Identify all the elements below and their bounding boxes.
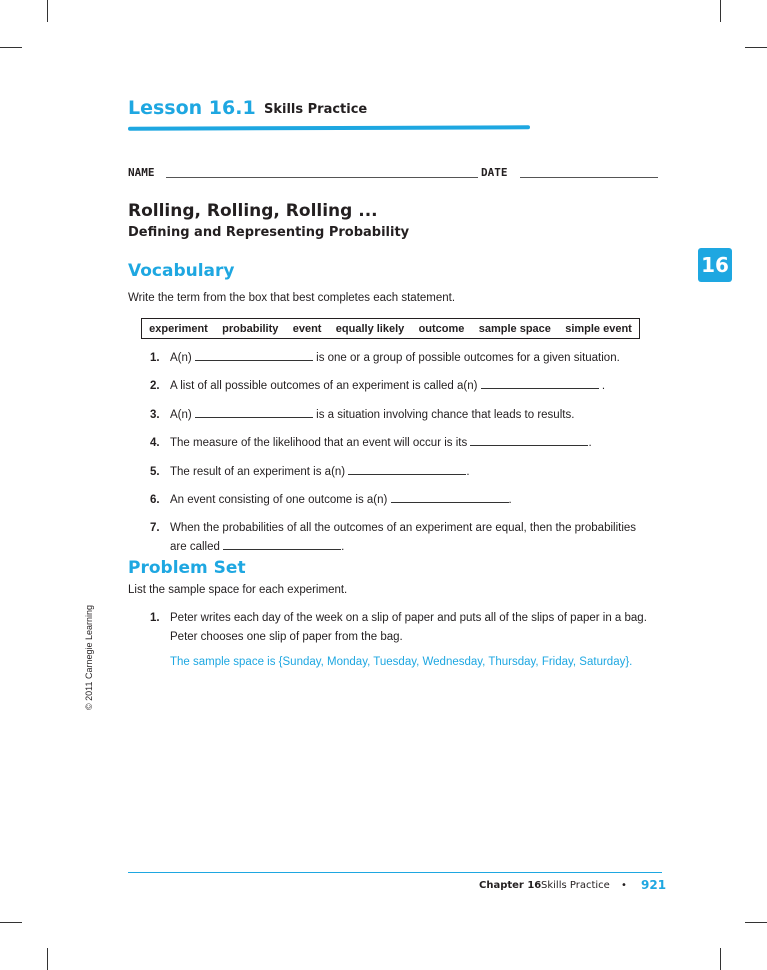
answer-blank[interactable] xyxy=(195,350,313,361)
item-text: . xyxy=(508,494,512,506)
item-number: 2. xyxy=(150,380,160,392)
vocab-item xyxy=(150,519,660,557)
crop-mark xyxy=(47,0,48,22)
item-text: An event consisting of one outcome is a(n) xyxy=(170,494,388,506)
answer-blank[interactable] xyxy=(223,539,341,550)
crop-mark xyxy=(745,922,767,923)
answer-blank[interactable] xyxy=(481,378,599,389)
item-number: 3. xyxy=(150,409,160,421)
date-label: DATE xyxy=(481,166,508,179)
date-field[interactable] xyxy=(520,177,658,178)
crop-mark xyxy=(745,47,767,48)
page-title: Rolling, Rolling, Rolling ... xyxy=(128,201,378,221)
item-text: . xyxy=(466,466,470,478)
term: simple event xyxy=(565,322,632,335)
vocabulary-instruction: Write the term from the box that best completes each statement. xyxy=(128,292,456,304)
answer-blank[interactable] xyxy=(348,464,466,475)
footer-chapter: Chapter 16 xyxy=(479,880,542,891)
item-number: 6. xyxy=(150,494,160,506)
term: sample space xyxy=(478,322,551,335)
footer-rule xyxy=(128,872,662,873)
item-number: 5. xyxy=(150,466,160,478)
crop-mark xyxy=(47,948,48,970)
item-text: . xyxy=(601,380,606,392)
item-text: . xyxy=(588,437,592,449)
term: probability xyxy=(222,322,279,335)
term-box xyxy=(141,318,640,339)
problem-number: 1. xyxy=(150,612,160,624)
term: outcome xyxy=(418,322,465,335)
vocabulary-heading: Vocabulary xyxy=(128,261,235,281)
crop-mark xyxy=(720,0,721,22)
item-text: The result of an experiment is a(n) xyxy=(170,466,346,478)
vocab-item xyxy=(150,434,660,453)
item-text: A list of all possible outcomes of an experiment is called a(n) xyxy=(170,380,478,392)
term: experiment xyxy=(149,322,208,335)
footer-bullet: • xyxy=(621,880,627,891)
lesson-number: Lesson 16.1 xyxy=(128,97,256,119)
crop-mark xyxy=(720,948,721,970)
lesson-section: Skills Practice xyxy=(264,102,368,117)
item-text: is a situation involving chance that leads to results. xyxy=(316,409,575,421)
page-subtitle: Defining and Representing Probability xyxy=(128,225,410,240)
problem-set-heading: Problem Set xyxy=(128,558,246,578)
answer-blank[interactable] xyxy=(195,407,313,418)
term: event xyxy=(292,322,322,335)
term: equally likely xyxy=(335,322,405,335)
name-field[interactable] xyxy=(166,177,478,178)
page-number: 921 xyxy=(641,878,667,892)
item-number: 7. xyxy=(150,522,160,534)
copyright: © 2011 Carnegie Learning xyxy=(84,604,94,710)
chapter-tab: 16 xyxy=(698,248,732,282)
crop-mark xyxy=(0,922,22,923)
footer-section: Skills Practice xyxy=(541,880,610,891)
item-number: 1. xyxy=(150,352,160,364)
answer-blank[interactable] xyxy=(470,435,588,446)
vocab-item xyxy=(150,349,660,368)
vocab-item xyxy=(150,491,660,510)
item-text: A(n) xyxy=(170,352,192,364)
vocab-item xyxy=(150,463,660,482)
problem-text: Peter writes each day of the week on a slip of paper and puts all of the slips of paper in a bag. Peter chooses one slip of paper from the bag. xyxy=(170,612,647,643)
header-underline xyxy=(128,125,530,130)
item-text: A(n) xyxy=(170,409,192,421)
name-label: NAME xyxy=(128,166,155,179)
crop-mark xyxy=(0,47,22,48)
problem-item xyxy=(150,609,650,647)
item-text: The measure of the likelihood that an event will occur is its xyxy=(170,437,468,449)
item-text: is one or a group of possible outcomes for a given situation. xyxy=(316,352,620,364)
item-number: 4. xyxy=(150,437,160,449)
item-text: . xyxy=(341,541,345,553)
problem-set-instruction: List the sample space for each experiment. xyxy=(128,584,348,596)
vocab-item xyxy=(150,406,660,425)
problem-answer: The sample space is {Sunday, Monday, Tuesday, Wednesday, Thursday, Friday, Saturday}. xyxy=(170,656,633,668)
vocab-item xyxy=(150,377,660,396)
answer-blank[interactable] xyxy=(391,492,509,503)
item-text: When the probabilities of all the outcomes of an experiment are equal, then the probabilities are called xyxy=(170,522,637,553)
